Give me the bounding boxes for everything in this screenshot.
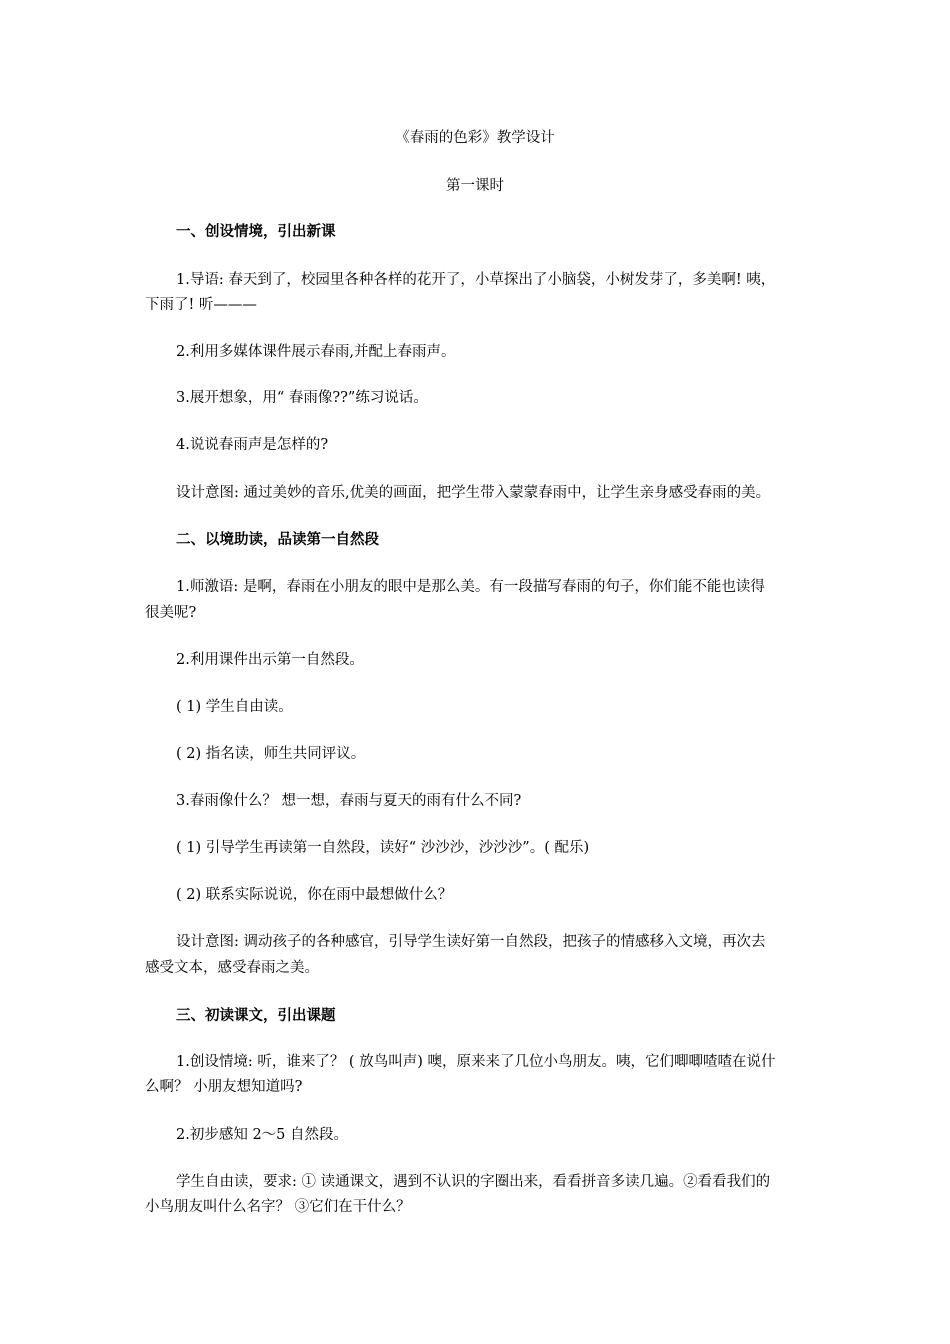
- paragraph-line: 3.展开想象，用“ 春雨像??”练习说话。: [176, 390, 428, 406]
- document-title: 《春雨的色彩》教学设计: [395, 130, 555, 146]
- paragraph-line: 设计意图: 调动孩子的各种感官，引导学生读好第一自然段，把孩子的情感移入文境，再次去: [176, 934, 766, 950]
- paragraph-line: 学生自由读，要求: ① 读通课文，遇到不认识的字圈出来，看看拼音多读几遍。②看看我们的: [176, 1174, 771, 1190]
- paragraph-line: ( 2) 联系实际说说，你在雨中最想做什么？: [176, 887, 453, 903]
- paragraph-line: 很美呢?: [145, 605, 197, 621]
- paragraph-line: 感受文本，感受春雨之美。: [145, 960, 319, 976]
- paragraph-line: 1.师激语: 是啊，春雨在小朋友的眼中是那么美。有一段描写春雨的句子，你们能不能也读得: [176, 579, 765, 595]
- paragraph-line: 么啊？ 小朋友想知道吗?: [145, 1079, 303, 1095]
- paragraph-line: 1.创设情境: 听，谁来了？ ( 放鸟叫声) 噢，原来来了几位小鸟朋友。咦，它们唧唧喳喳在说什: [176, 1054, 776, 1070]
- paragraph-line: 2.利用多媒体课件展示春雨,并配上春雨声。: [176, 344, 456, 360]
- document-subtitle: 第一课时: [446, 178, 504, 194]
- paragraph-line: 4.说说春雨声是怎样的?: [176, 437, 329, 453]
- paragraph-line: ( 2) 指名读，师生共同评议。: [176, 746, 366, 762]
- paragraph-line: 3.春雨像什么？ 想一想，春雨与夏天的雨有什么不同?: [176, 793, 522, 809]
- section-heading-2: 二、以境助读，品读第一自然段: [176, 531, 379, 548]
- paragraph-line: 2.利用课件出示第一自然段。: [176, 652, 364, 668]
- paragraph-line: 2.初步感知 2～5 自然段。: [176, 1127, 349, 1143]
- paragraph-line: 设计意图: 通过美妙的音乐,优美的画面，把学生带入蒙蒙春雨中，让学生亲身感受春雨的美。: [176, 485, 771, 501]
- paragraph-line: ( 1) 引导学生再读第一自然段，读好“ 沙沙沙，沙沙沙”。( 配乐): [176, 840, 590, 856]
- paragraph-line: 1.导语: 春天到了，校园里各种各样的花开了，小草探出了小脑袋，小树发芽了，多美啊! 咦，: [176, 272, 776, 288]
- paragraph-line: ( 1) 学生自由读。: [176, 699, 293, 715]
- paragraph-line: 小鸟朋友叫什么名字？ ③它们在干什么？: [145, 1199, 411, 1215]
- section-heading-1: 一、创设情境，引出新课: [176, 223, 336, 240]
- paragraph-line: 下雨了! 听———: [145, 297, 257, 313]
- section-heading-3: 三、初读课文，引出课题: [176, 1007, 336, 1024]
